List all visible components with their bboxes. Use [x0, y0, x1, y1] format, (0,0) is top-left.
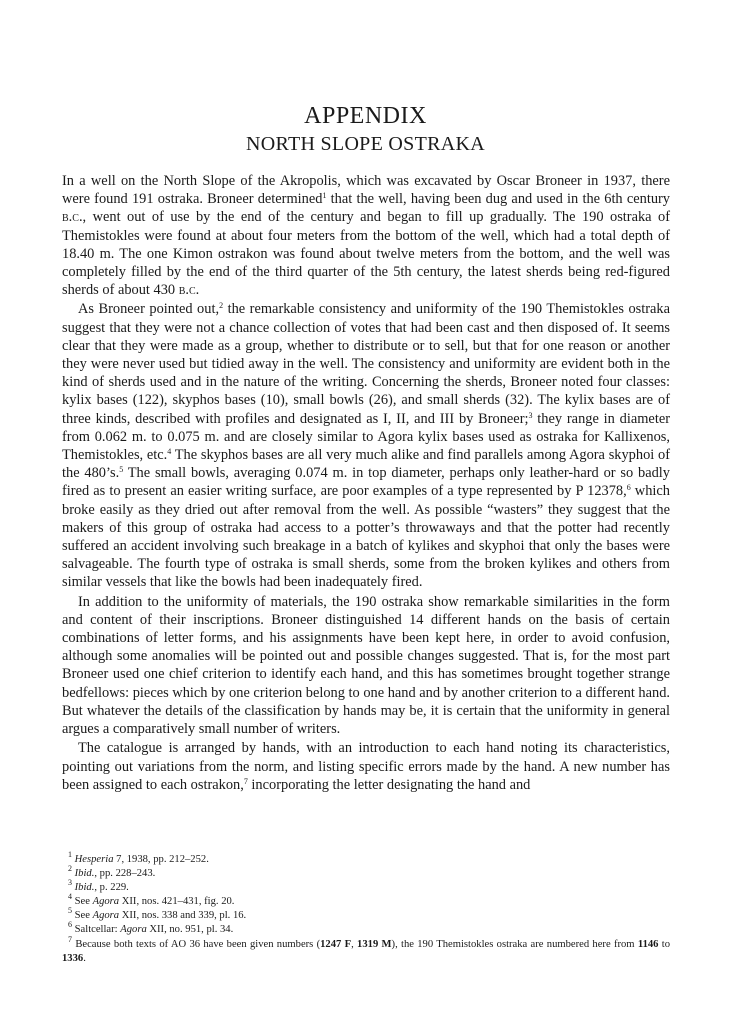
paragraph-1	[62, 172, 670, 299]
footnote-number: 7	[68, 934, 72, 944]
footnote-ref-1: 1	[322, 191, 327, 201]
footnote-6	[62, 920, 670, 937]
footnotes	[62, 850, 671, 966]
text-run: The small bowls, averaging 0.074 m. in top diameter, perhaps only leather-hard or so badly fired as to present an easier writing surface, are poor examples of a type represented by P 12378,	[62, 465, 670, 500]
footnote-text: Saltcellar:	[74, 924, 121, 936]
text-run: As Broneer pointed out,	[78, 301, 220, 318]
footnote-text: , pp. 228–243.	[94, 868, 156, 880]
footnote-ref-2: 2	[219, 301, 224, 311]
footnote-title: Hesperia	[74, 854, 114, 865]
text-run: the remarkable consistency and uniformity of the 190 Themistokles ostraka suggest that they were not a chance collection of votes that had been cast and then disposed of. It seems clear that they were made as a group, whether to distribute or to sell, but that for one reason or another they were never used but tidied away in the well. The consistency and uniformity are evident both in the kind of sherds used and in the nature of the writing. Concerning the sherds, Broneer noted four classes: kylix bases (122), skyphos bases (10), small bowls (26), and small sherds (32). The kylix bases are of three kinds, described with profiles and designated as I, II, and III by Broneer;	[62, 301, 671, 427]
footnote-text: See	[74, 896, 93, 908]
footnote-text: XII, nos. 421–431, fig. 20.	[119, 896, 235, 908]
footnote-number: 1	[68, 850, 72, 859]
footnote-ref-3: 3	[528, 410, 533, 420]
footnote-title: Agora	[92, 910, 120, 922]
footnote-text: ), the 190 Themistokles ostraka are numbered here from	[391, 938, 638, 950]
text-run: that the well, having been dug and used in the 6th century	[326, 191, 671, 208]
footnote-text: Because both texts of AO 36 have been given numbers (	[75, 938, 321, 950]
footnote-number: 6	[68, 920, 72, 930]
page-subtitle: NORTH SLOPE OSTRAKA	[246, 133, 485, 155]
text-run: incorporating the letter designating the hand and	[247, 776, 531, 793]
footnote-text: XII, no. 951, pl. 34.	[146, 924, 234, 936]
text-run: In a well on the North Slope of the Akropolis, which was excavated by Oscar Broneer in 1937, there were found 191 ostraka. Broneer determined	[62, 173, 670, 208]
footnote-text: 7, 1938, pp. 212–252.	[113, 854, 209, 865]
footnote-bold-number: 1247 F	[320, 938, 352, 950]
footnote-bold-number: 1146	[637, 938, 659, 950]
footnote-title: Ibid.	[74, 868, 95, 880]
body-text	[62, 172, 670, 795]
era-abbrev: b.c.	[178, 282, 200, 299]
footnote-ref-7: 7	[243, 776, 248, 786]
footnote-ref-5: 5	[119, 465, 124, 475]
footnote-text: .	[83, 952, 86, 964]
footnote-text: to	[658, 938, 671, 950]
footnote-bold-number: 1319 M	[357, 938, 392, 950]
footnote-ref-4: 4	[167, 447, 172, 457]
footnote-3	[62, 878, 670, 895]
text-run: The catalogue is arranged by hands, with an introduction to each hand noting its characteristics, pointing out variations from the norm, and listing specific errors made by the hand. A new number has been assigned to each ostrakon,	[62, 740, 670, 793]
footnote-7	[62, 934, 671, 966]
text-run: which broke easily as they dried out after removal from the well. As possible “wasters” they suggest that the makers of this group of ostraka had access to a potter’s throwaways and that the potter had recently suffered an accident involving such breakage in a batch of kylikes and skyphoi that only the bases were salvageable. The fourth type of ostraka is small sherds, some from the broken kylikes and others from similar vessels that like the bowls had been inadequately fired.	[62, 483, 670, 591]
text-run: they range in diameter from 0.062 m. to 0.075 m. and are closely similar to Agora kylix bases used as ostraka for Kallixenos, Themistokles, etc.	[62, 410, 670, 464]
footnote-5	[62, 906, 670, 923]
paragraph-3: In addition to the uniformity of materials, the 190 ostraka show remarkable similarities in the form and content of their inscriptions. Broneer distinguished 14 different hands on the basis of certain combinations of letter forms, and his assignments have been kept here, in order to avoid confusion, although some anomalies will be pointed out and possible changes suggested. That is, for the most part Broneer used one chief criterion to identify each hand, and this has sometimes brought together strange bedfellows: pieces which by one criterion belong to one hand and by another criterion to a different hand. But whatever the details of the classification by hands may be, it is certain that the uniformity in general argues a comparatively small number of writers.	[62, 593, 670, 738]
footnote-4	[62, 892, 670, 909]
footnote-text: ,	[351, 938, 358, 950]
footnote-title: Ibid.	[74, 882, 95, 894]
footnote-number: 5	[68, 906, 72, 916]
text-run: , went out of use by the end of the century and began to fill up gradually. The 190 ostraka of Themistokles were found at about four meters from the bottom of the well, which had a total depth of 18.40 m. The one Kimon ostrakon was found about twelve meters from the bottom, and the well was completely filled by the end of the third quarter of the 5th century, the latest sherds being red-figured sherds of about 430	[62, 209, 670, 299]
footnote-number: 3	[68, 878, 72, 888]
paragraph-2	[62, 300, 670, 591]
footnote-1	[62, 850, 670, 867]
footnote-title: Agora	[120, 924, 147, 936]
footnote-number: 2	[68, 864, 72, 874]
paragraph-4	[62, 739, 670, 794]
page-title: APPENDIX	[304, 103, 427, 129]
footnote-text: , p. 229.	[94, 882, 129, 894]
footnote-ref-6: 6	[626, 483, 631, 493]
footnote-bold-number: 1336	[62, 952, 84, 964]
footnote-2	[62, 864, 670, 881]
text-run: The skyphos bases are all very much alike and find parallels among Agora skyphoi of the 480’s.	[62, 447, 671, 482]
footnote-title: Agora	[92, 896, 120, 908]
footnote-number: 4	[68, 892, 72, 902]
footnote-text: XII, nos. 338 and 339, pl. 16.	[119, 910, 247, 922]
footnote-text: See	[74, 910, 93, 922]
era-abbrev: b.c.	[62, 209, 83, 226]
